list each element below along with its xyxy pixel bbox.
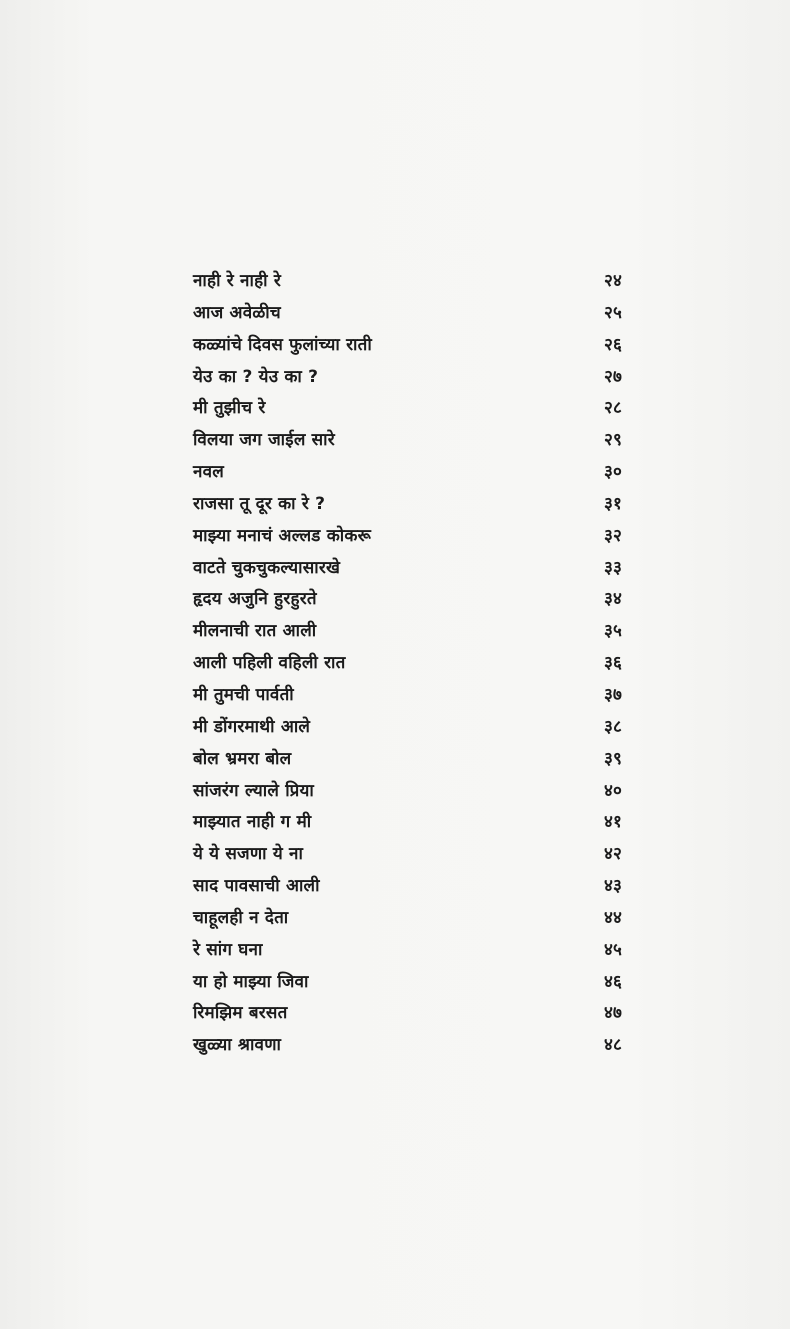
toc-title: खुळ्या श्रावणा bbox=[193, 1035, 282, 1056]
toc-page-number: ३२ bbox=[604, 525, 623, 546]
toc-entry bbox=[193, 714, 638, 746]
toc-title: ये ये सजणा ये ना bbox=[193, 844, 304, 865]
toc-entry bbox=[193, 841, 638, 873]
toc-title: माझ्या मनाचं अल्लड कोकरू bbox=[193, 525, 372, 546]
toc-entry bbox=[193, 491, 638, 523]
toc-title: रिमझिम बरसत bbox=[193, 1003, 288, 1024]
toc-entry bbox=[193, 650, 638, 682]
toc-title: मी तुमची पार्वती bbox=[193, 684, 294, 705]
toc-page-number: ४६ bbox=[604, 971, 623, 992]
toc-entry bbox=[193, 364, 638, 396]
toc-title: साद पावसाची आली bbox=[193, 876, 320, 897]
toc-entry bbox=[193, 427, 638, 459]
toc-entry bbox=[193, 873, 638, 905]
toc-page-number: ३८ bbox=[604, 716, 623, 737]
toc-page-number: ४० bbox=[604, 780, 623, 801]
toc-page-number: २५ bbox=[604, 302, 623, 323]
toc-page-number: ३९ bbox=[604, 748, 623, 769]
toc-title: येउ का ? येउ का ? bbox=[193, 366, 319, 387]
toc-entry bbox=[193, 395, 638, 427]
toc-page-number: ४४ bbox=[604, 907, 623, 928]
toc-entry bbox=[193, 682, 638, 714]
toc-page-number: ४३ bbox=[604, 876, 623, 897]
toc-title: कळ्यांचे दिवस फुलांच्या राती bbox=[193, 334, 372, 355]
toc-page-number: २६ bbox=[604, 334, 623, 355]
toc-page-number: ४५ bbox=[604, 939, 623, 960]
toc-entry bbox=[193, 809, 638, 841]
toc-page-number: ३४ bbox=[604, 589, 623, 610]
toc-title: नाही रे नाही रे bbox=[193, 271, 281, 291]
toc-title: वाटते चुकचुकल्यासारखे bbox=[193, 557, 341, 578]
toc-title: आली पहिली वहिली रात bbox=[193, 653, 346, 674]
toc-title: नवल bbox=[193, 462, 225, 483]
toc-title: चाहूलही न देता bbox=[193, 907, 289, 928]
toc-title: विलया जग जाईल सारे bbox=[193, 430, 335, 451]
toc-title: मी तुझीच रे bbox=[193, 398, 266, 419]
toc-entry bbox=[193, 586, 638, 618]
toc-entry bbox=[193, 905, 638, 937]
toc-page-number: ३७ bbox=[604, 684, 623, 705]
toc-entry bbox=[193, 300, 638, 332]
toc-page-number: ३३ bbox=[604, 557, 623, 578]
toc-title: आज अवेळीच bbox=[193, 302, 281, 323]
toc-title: बोल भ्रमरा बोल bbox=[193, 748, 292, 769]
toc-entry bbox=[193, 332, 638, 364]
toc-page-number: ४२ bbox=[604, 844, 623, 865]
toc-title: माझ्यात नाही ग मी bbox=[193, 812, 312, 833]
toc-page-number: २९ bbox=[604, 430, 623, 451]
toc-title: राजसा तू दूर का रे ? bbox=[193, 493, 326, 514]
toc-page-number: ३० bbox=[604, 462, 623, 483]
toc-page-number: ३६ bbox=[604, 653, 623, 674]
toc-title: मी डोंगरमाथी आले bbox=[193, 716, 311, 737]
toc-title: मीलनाची रात आली bbox=[193, 621, 317, 642]
toc-page-number: ३१ bbox=[604, 493, 623, 514]
toc-entry bbox=[193, 1000, 638, 1032]
toc-entry bbox=[193, 459, 638, 491]
toc-entry bbox=[193, 1032, 638, 1064]
toc-page-number: ४८ bbox=[604, 1035, 623, 1056]
toc-entry bbox=[193, 268, 638, 300]
toc-page-number: २८ bbox=[604, 398, 623, 419]
toc-entry bbox=[193, 969, 638, 1001]
table-of-contents bbox=[193, 268, 638, 1064]
toc-entry bbox=[193, 778, 638, 810]
toc-page-number: २४ bbox=[604, 271, 623, 291]
toc-entry bbox=[193, 746, 638, 778]
toc-title: सांजरंग ल्याले प्रिया bbox=[193, 780, 314, 801]
toc-title: हृदय अजुनि हुरहुरते bbox=[193, 589, 317, 610]
toc-page-number: ४७ bbox=[604, 1003, 623, 1024]
toc-entry bbox=[193, 618, 638, 650]
toc-entry bbox=[193, 937, 638, 969]
toc-entry bbox=[193, 555, 638, 587]
toc-page-number: ४१ bbox=[604, 812, 623, 833]
toc-title: या हो माझ्या जिवा bbox=[193, 971, 309, 992]
toc-entry bbox=[193, 523, 638, 555]
toc-page-number: ३५ bbox=[604, 621, 623, 642]
toc-page-number: २७ bbox=[604, 366, 623, 387]
toc-title: रे सांग घना bbox=[193, 939, 263, 960]
